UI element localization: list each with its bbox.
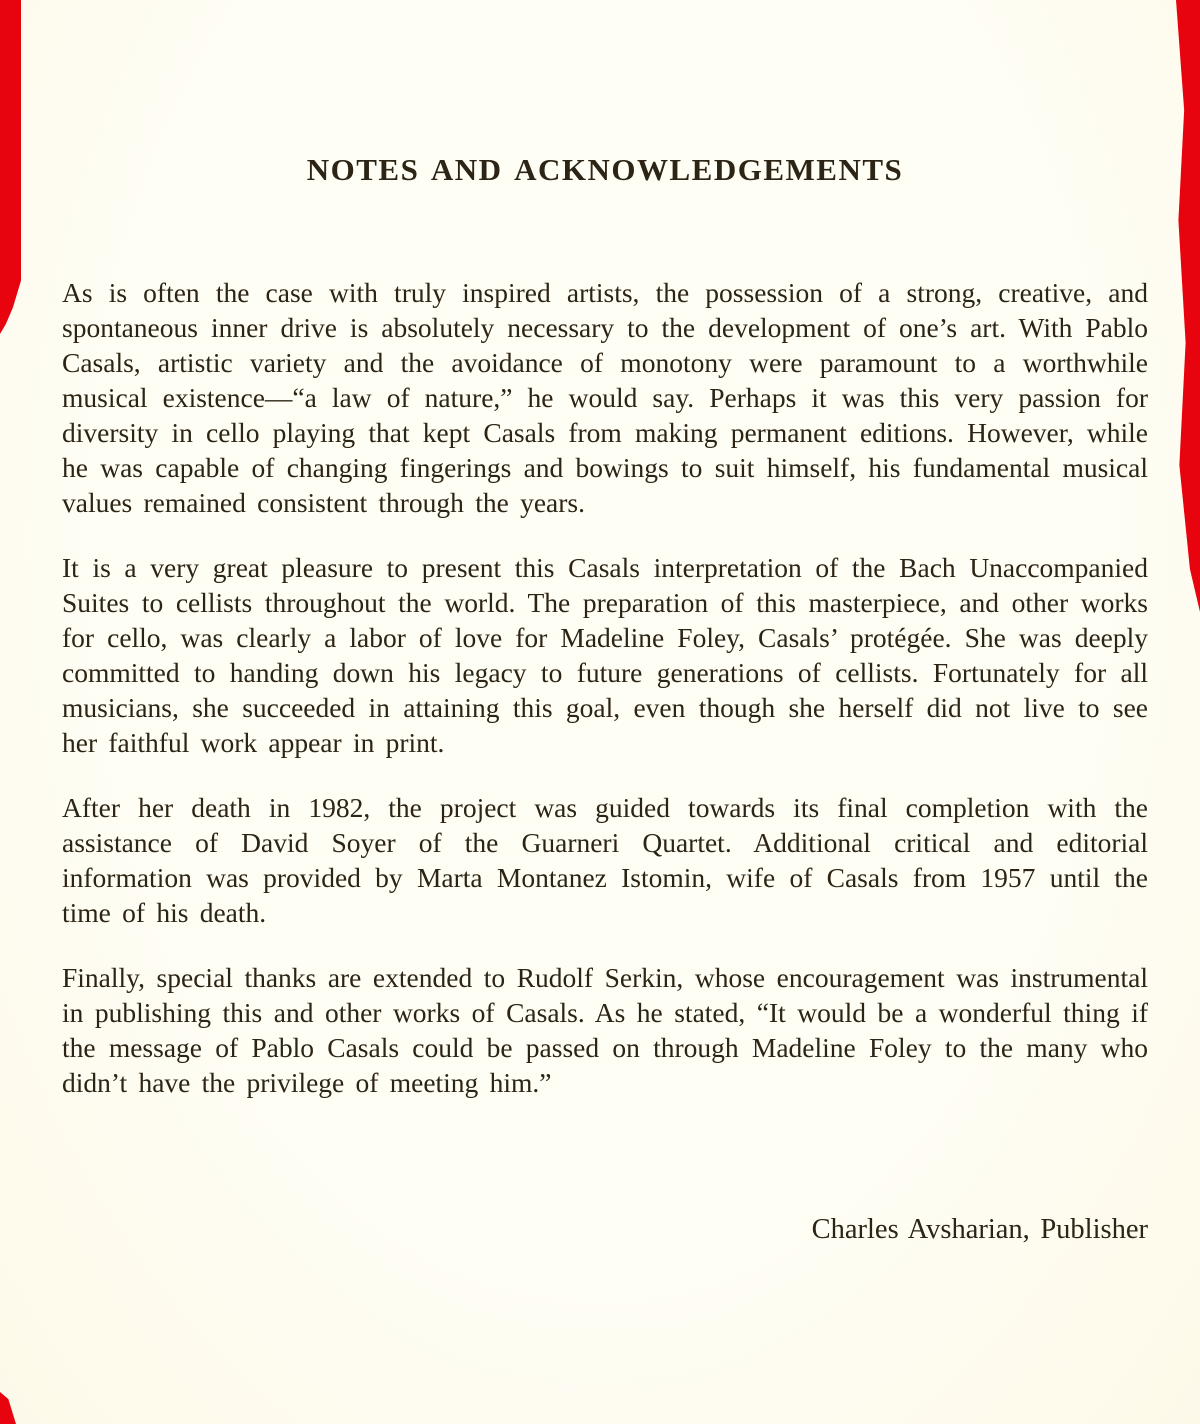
red-page-edge-left: [0, 0, 21, 334]
signature-line: Charles Avsharian, Publisher: [811, 1214, 1148, 1245]
paragraph-completion: After her death in 1982, the project was guided towards its final completion with the assistance of David Soyer of the Guarneri Quartet. Additional critical and editorial information was provided by Marta Montanez Istomin, wife of Casals from 1957 until the time of his death.: [62, 792, 1148, 928]
red-page-edge-corner-bottom-left: [0, 1392, 16, 1424]
paragraph-presentation: It is a very great pleasure to present this Casals interpretation of the Bach Unaccompanied Suites to cellists throughout the world. The preparation of this masterpiece, and other works for cello, was clearly a labor of love for Madeline Foley, Casals’ protégée. She was deeply committed to handing down his legacy to future generations of cellists. Fortunately for all musicians, she succeeded in attaining this goal, even though she herself did not live to see her faithful work appear in print.: [62, 552, 1148, 758]
page-content: [62, 0, 1148, 1247]
paragraph-thanks: Finally, special thanks are extended to Rudolf Serkin, whose encouragement was instrumental in publishing this and other works of Casals. As he stated, “It would be a wonderful thing if the message of Pablo Casals could be passed on through Madeline Foley to the many who didn’t have the privilege of meeting him.”: [62, 962, 1148, 1098]
red-page-edge-right: [1176, 0, 1200, 612]
page-title: NOTES AND ACKNOWLEDGEMENTS: [306, 152, 904, 187]
paragraph-inspiration: As is often the case with truly inspired artists, the possession of a strong, creative, and spontaneous inner drive is absolutely necessary to the development of one’s art. With Pablo Casals, artistic variety and the avoidance of monotony were paramount to a worthwhile musical existence—“a law of nature,” he would say. Perhaps it was this very passion for diversity in cello playing that kept Casals from making permanent editions. However, while he was capable of changing fingerings and bowings to suit himself, his fundamental musical values remained consistent through the years.: [62, 277, 1148, 518]
